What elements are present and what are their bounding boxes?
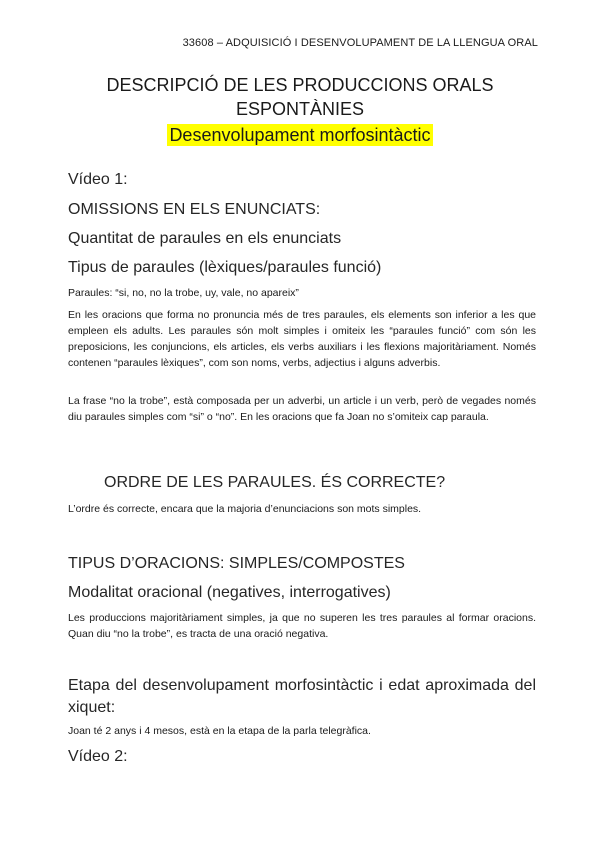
heading-video-1: Vídeo 1: <box>68 171 128 188</box>
heading-ordre: ORDRE DE LES PARAULES. ÉS CORRECTE? <box>104 474 446 491</box>
subtitle <box>0 124 600 146</box>
paragraph-omissions: En les oracions que forma no pronuncia més de tres paraules, els elements son inferior a les que empleen els adults. Les paraules són molt simples i omiteix les “paraules funció” com són les preposicions, les conjuncions, els articles, els verbs auxiliars i les flexions majoritàriament. Només contenen “paraules lèxiques”, com son noms, verbs, adjectius i alguns adverbis. <box>68 309 536 369</box>
heading-etapa: Etapa del desenvolupament morfosintàctic i edat aproximada del xiquet: <box>68 677 536 716</box>
heading-tipus-paraules: Tipus de paraules (lèxiques/paraules funció) <box>68 259 382 276</box>
paragraph-frase: La frase “no la trobe”, està composada per un adverbi, un article i un verb, però de vegades només diu paraules simples com “si” o “no”. En les oracions que fa Joan no s’omiteix cap paraula. <box>68 395 536 423</box>
heading-modalitat: Modalitat oracional (negatives, interrogatives) <box>68 584 391 601</box>
paragraph-modalitat: Les produccions majoritàriament simples, ja que no superen les tres paraules al formar oracions. Quan diu “no la trobe”, es tracta de una oració negativa. <box>68 612 536 640</box>
heading-quantitat: Quantitat de paraules en els enunciats <box>68 230 342 247</box>
title-line-2: ESPONTÀNIES <box>235 99 365 119</box>
heading-omissions: OMISSIONS EN ELS ENUNCIATS: <box>68 201 321 218</box>
subtitle-highlight: Desenvolupament morfosintàctic <box>169 125 431 145</box>
page-header: 33608 – ADQUISICIÓ I DESENVOLUPAMENT DE LA LLENGUA ORAL <box>182 37 538 49</box>
title-line-1: DESCRIPCIÓ DE LES PRODUCCIONS ORALS <box>106 75 494 95</box>
paragraph-ordre: L’ordre és correcte, encara que la majoria d’enunciacions son mots simples. <box>68 503 422 515</box>
heading-tipus-oracions: TIPUS D’ORACIONS: SIMPLES/COMPOSTES <box>68 555 405 572</box>
heading-video-2: Vídeo 2: <box>68 748 128 765</box>
paragraph-etapa: Joan té 2 anys i 4 mesos, està en la etapa de la parla telegràfica. <box>68 725 371 737</box>
paraules-list: Paraules: “si, no, no la trobe, uy, vale, no apareix” <box>68 287 299 299</box>
